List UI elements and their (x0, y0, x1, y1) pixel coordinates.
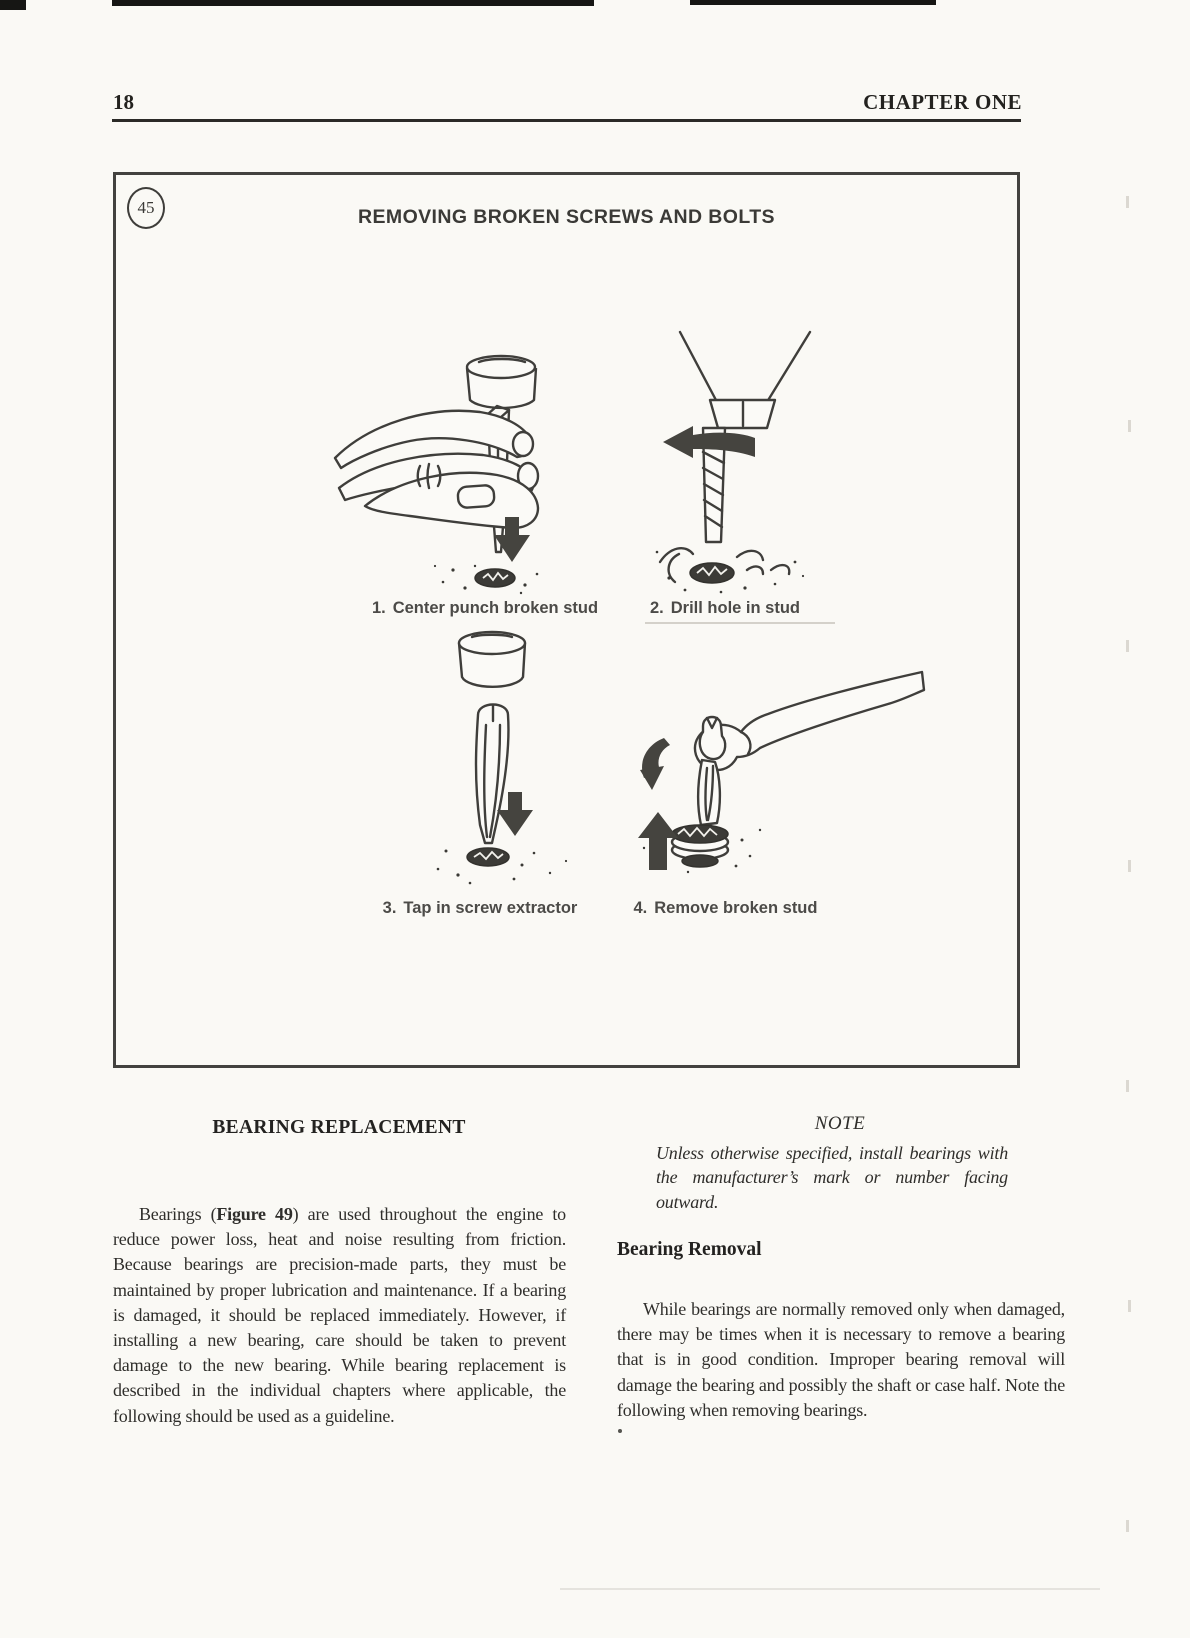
rotation-arrow-icon (640, 738, 670, 790)
figure-title: REMOVING BROKEN SCREWS AND BOLTS (358, 206, 775, 228)
note-body: Unless otherwise specified, install bearings with the manufacturer’s mark or number facing outward. (656, 1143, 1008, 1212)
screw-extractor (698, 760, 720, 825)
drill-chuck (680, 332, 810, 428)
figure-49-reference: Figure 49 (216, 1204, 293, 1224)
scan-artifact (1126, 1080, 1129, 1092)
section-heading-bearing-removal: Bearing Removal (617, 1239, 762, 1260)
scan-artifact (1126, 1520, 1129, 1532)
paragraph-text: ) are used throughout the engine to reduce power loss, heat and noise resulting from friction. Because bearings are precision-made parts, they must be maintained by proper lubrication and maintenance. If a bearing is damaged, it should be replaced immediately. However, if installing a new bearing, care should be taken to prevent damage to the new bearing. While bearing replacement is described in the individual chapters where applicable, the following should be used as a guideline. (113, 1204, 566, 1426)
wrench-on-extractor-illustration (600, 660, 930, 875)
scan-artifact (1128, 860, 1131, 872)
header-rule (112, 119, 1021, 122)
hammer-and-center-punch-illustration (325, 338, 555, 596)
step-number: 2. (649, 599, 664, 617)
figure-step-caption (598, 899, 853, 918)
broken-stud (437, 848, 567, 884)
figure-45-box (113, 172, 1020, 1068)
scan-artifact (560, 1588, 1100, 1590)
screw-extractor (476, 705, 509, 844)
step-text: Center punch broken stud (392, 599, 599, 617)
scan-artifact (0, 0, 26, 10)
paragraph-text: Bearings ( (139, 1204, 217, 1224)
bearing-removal-paragraph: While bearings are normally removed only when damaged, there may be times when it is necessary to remove a bearing that is in good condition. Improper bearing removal will damage the bearing and possibly the shaft or case half. Note the following when removing bearings. (617, 1299, 1065, 1420)
section-heading-bearing-replacement: BEARING REPLACEMENT (212, 1117, 466, 1138)
scan-artifact (618, 1429, 622, 1433)
drill-bit-illustration (655, 330, 835, 596)
scan-artifact (1126, 196, 1129, 208)
figure-number-badge: 45 (127, 187, 165, 229)
wrench (695, 672, 924, 770)
broken-stud (656, 548, 804, 593)
hand (335, 411, 538, 528)
bearing-replacement-paragraph (113, 1202, 566, 1429)
figure-step-caption (330, 899, 630, 918)
step-number: 3. (382, 899, 397, 917)
extractor-head (700, 717, 725, 759)
figure-step-caption (325, 599, 645, 618)
step-text: Remove broken stud (654, 899, 818, 917)
step-number: 4. (633, 899, 648, 917)
note-label: NOTE (814, 1113, 866, 1134)
step-number: 1. (371, 599, 386, 617)
figure-step-caption (600, 599, 850, 618)
hammer-face (459, 632, 525, 687)
broken-stud (434, 565, 538, 594)
step-text: Tap in screw extractor (403, 899, 578, 917)
page-number: 18 (113, 90, 134, 114)
scan-artifact (690, 0, 936, 5)
scan-artifact (1126, 640, 1129, 652)
chapter-title: CHAPTER ONE (863, 90, 1022, 114)
scan-artifact (1128, 1300, 1131, 1312)
scan-artifact (112, 0, 594, 6)
scan-artifact (1128, 420, 1131, 432)
step-text: Drill hole in stud (670, 599, 801, 617)
hammer-face (467, 356, 536, 408)
